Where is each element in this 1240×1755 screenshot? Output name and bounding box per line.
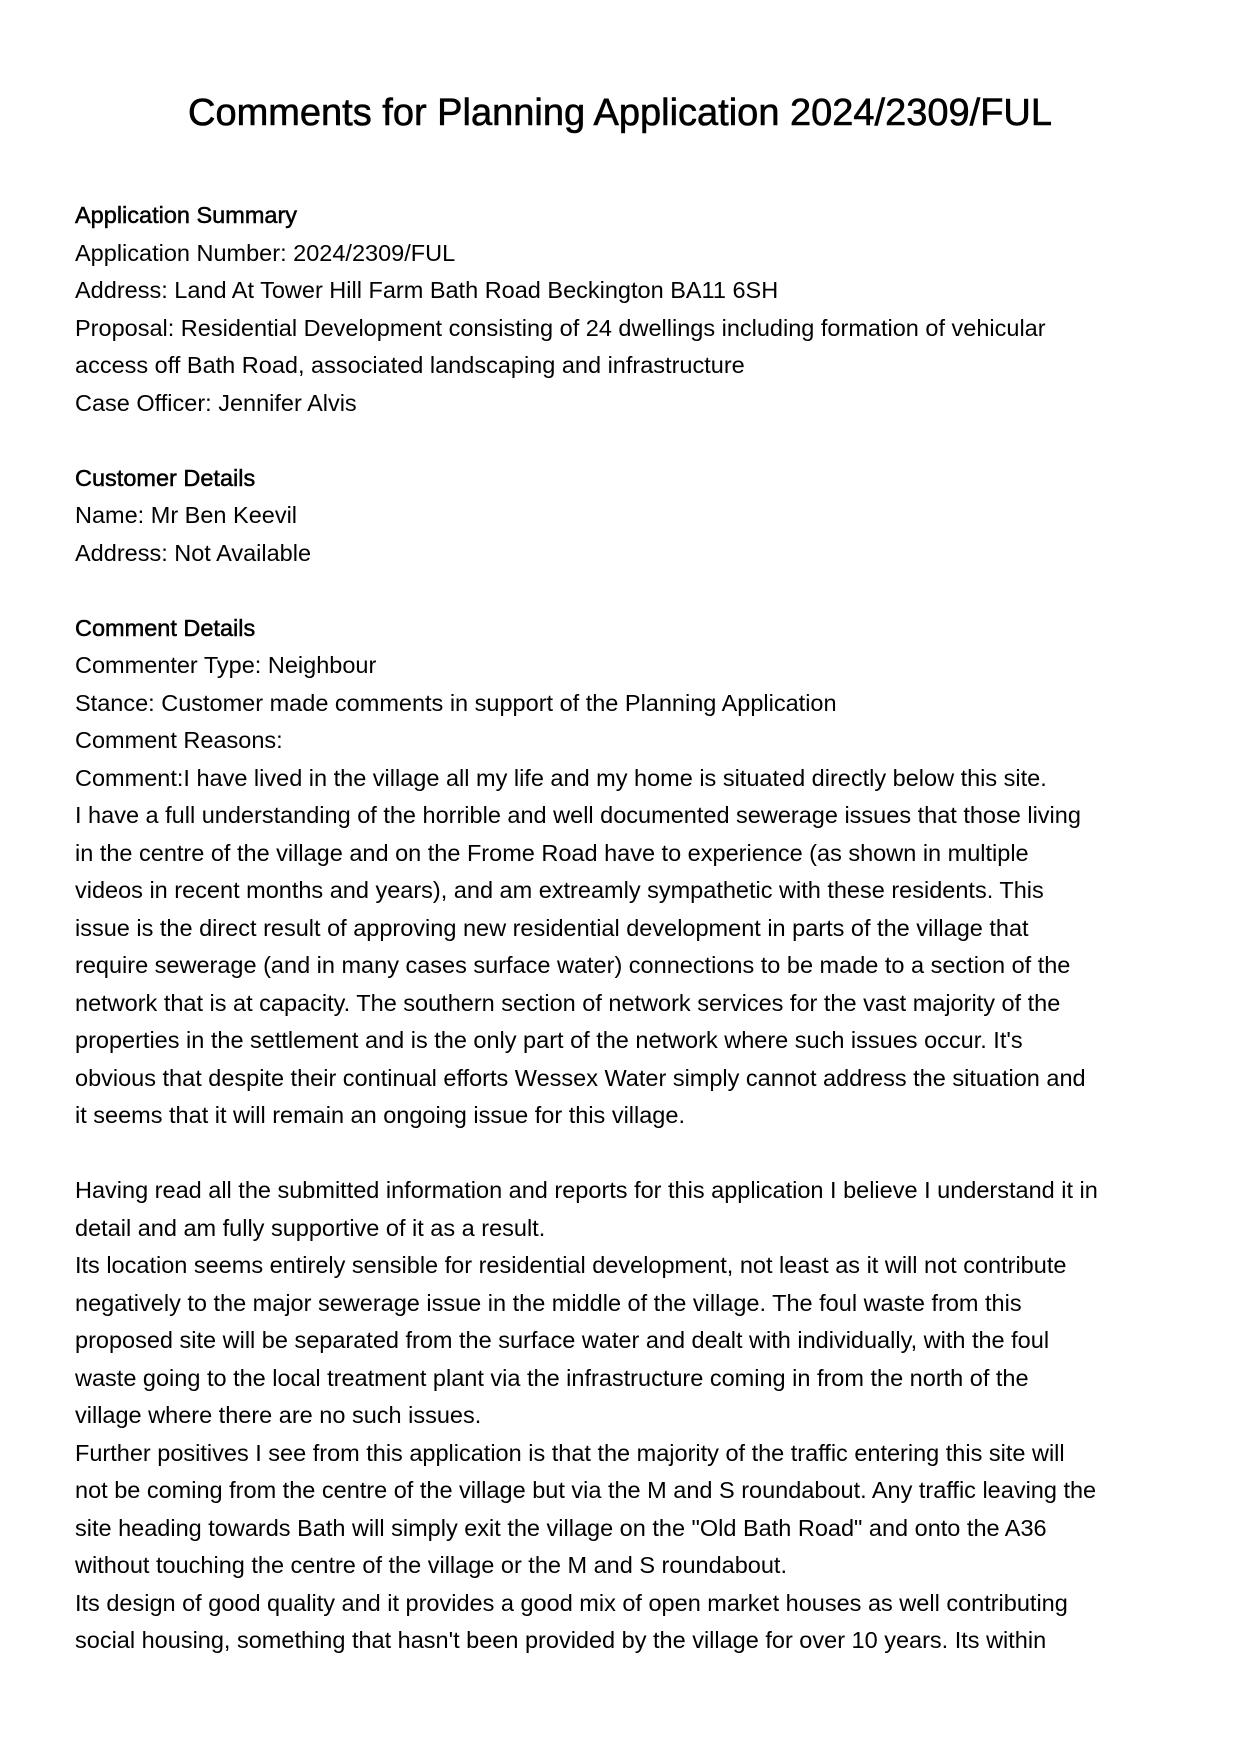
proposal-line-1: Proposal: Residential Development consisting of 24 dwellings including formation of vehicular bbox=[75, 314, 1046, 341]
comment-line: waste going to the local treatment plant via the infrastructure coming in from the north of the bbox=[75, 1364, 1029, 1391]
comment-line: I have a full understanding of the horrible and well documented sewerage issues that those living bbox=[75, 802, 1081, 828]
comment-paragraph-2 bbox=[75, 1172, 1175, 1660]
comment-line: proposed site will be separated from the surface water and dealt with individually, with the foul bbox=[75, 1327, 1050, 1353]
spacer bbox=[75, 1135, 1175, 1173]
application-summary-heading: Application Summary bbox=[75, 202, 298, 228]
comment-line: in the centre of the village and on the Frome Road have to experience (as shown in multiple bbox=[75, 839, 1029, 866]
customer-details-section bbox=[75, 460, 1175, 573]
comment-line: not be coming from the centre of the village but via the M and S roundabout. Any traffic leaving the bbox=[75, 1477, 1097, 1503]
comment-details-section bbox=[75, 610, 1175, 1660]
comment-line: Further positives I see from this application is that the majority of the traffic entering this site will bbox=[75, 1439, 1065, 1466]
comment-line: social housing, something that hasn't been provided by the village for over 10 years. Its within bbox=[75, 1627, 1047, 1653]
comment-line: Its location seems entirely sensible for residential development, not least as it will not contribute bbox=[75, 1252, 1067, 1278]
comment-paragraph-1 bbox=[75, 760, 1175, 1135]
customer-details-heading: Customer Details bbox=[75, 464, 256, 491]
comment-line: require sewerage (and in many cases surface water) connections to be made to a section of the bbox=[75, 952, 1071, 978]
spacer bbox=[75, 422, 1175, 460]
comment-line: negatively to the major sewerage issue in the middle of the village. The foul waste from this bbox=[75, 1289, 1022, 1316]
stance: Stance: Customer made comments in support of the Planning Application bbox=[75, 689, 837, 716]
comment-line: network that is at capacity. The southern section of network services for the vast majority of the bbox=[75, 989, 1061, 1016]
customer-name: Name: Mr Ben Keevil bbox=[75, 502, 298, 528]
comment-line: it seems that it will remain an ongoing issue for this village. bbox=[75, 1102, 685, 1128]
comment-line: detail and am fully supportive of it as a result. bbox=[75, 1214, 546, 1241]
comment-line: Having read all the submitted information and reports for this application I believe I understand it in bbox=[75, 1177, 1098, 1203]
comment-details-heading: Comment Details bbox=[75, 614, 256, 641]
comment-reasons: Comment Reasons: bbox=[75, 727, 283, 753]
comment-line: without touching the centre of the village or the M and S roundabout. bbox=[75, 1552, 787, 1578]
commenter-type: Commenter Type: Neighbour bbox=[75, 652, 377, 678]
comment-line: obvious that despite their continual efforts Wessex Water simply cannot address the situation and bbox=[75, 1064, 1086, 1091]
comment-line: videos in recent months and years), and am extreamly sympathetic with these residents. This bbox=[75, 877, 1044, 903]
comment-line: properties in the settlement and is the only part of the network where such issues occur. It's bbox=[75, 1027, 1023, 1053]
application-summary-section bbox=[75, 197, 1175, 422]
document-body bbox=[75, 197, 1175, 1660]
application-address: Address: Land At Tower Hill Farm Bath Road Beckington BA11 6SH bbox=[75, 277, 779, 303]
page-title: Comments for Planning Application 2024/2309/FUL bbox=[188, 92, 1052, 134]
spacer bbox=[75, 572, 1175, 610]
comment-line: Comment:I have lived in the village all my life and my home is situated directly below this site. bbox=[75, 764, 1047, 791]
comment-line: Its design of good quality and it provides a good mix of open market houses as well contributing bbox=[75, 1589, 1068, 1616]
comment-line: issue is the direct result of approving new residential development in parts of the village that bbox=[75, 914, 1029, 941]
comment-line: site heading towards Bath will simply exit the village on the "Old Bath Road" and onto the A36 bbox=[75, 1514, 1047, 1541]
customer-address: Address: Not Available bbox=[75, 539, 312, 566]
proposal-line-2: access off Bath Road, associated landscaping and infrastructure bbox=[75, 352, 745, 378]
comment-line: village where there are no such issues. bbox=[75, 1402, 482, 1428]
case-officer: Case Officer: Jennifer Alvis bbox=[75, 389, 357, 416]
application-number: Application Number: 2024/2309/FUL bbox=[75, 239, 456, 266]
